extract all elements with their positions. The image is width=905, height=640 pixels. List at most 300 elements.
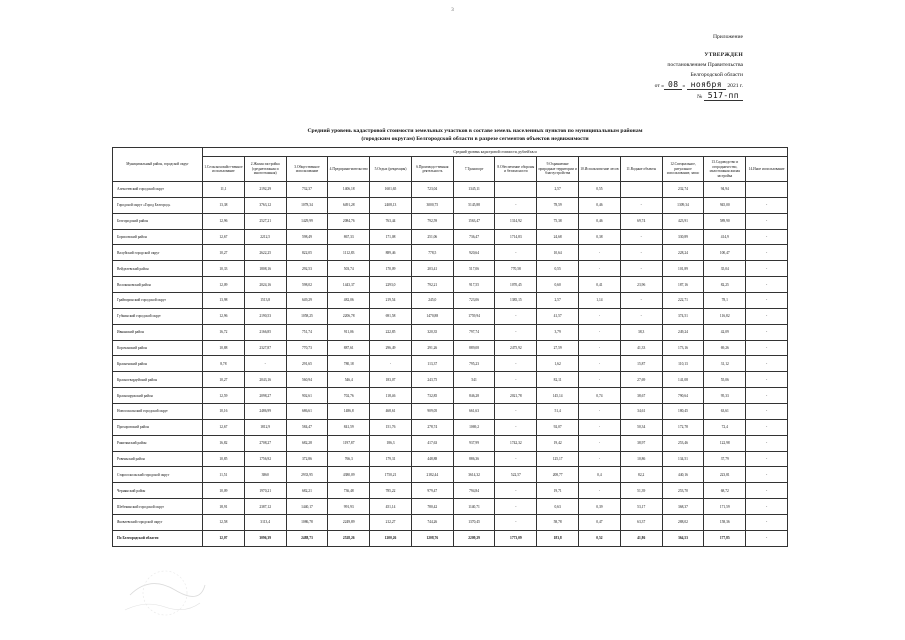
approval-day: 08 <box>664 80 682 90</box>
value-cell: 723,06 <box>453 293 495 309</box>
value-cell: 1759,94 <box>453 308 495 324</box>
value-cell: - <box>746 515 788 531</box>
value-cell: 50,34 <box>620 419 662 435</box>
value-cell: 1773,09 <box>495 530 537 546</box>
table-row <box>113 419 788 435</box>
value-cell: 846,28 <box>453 388 495 404</box>
value-cell: - <box>495 451 537 467</box>
value-cell: - <box>579 483 621 499</box>
value-cell: 3000,75 <box>411 197 453 213</box>
value-cell <box>495 182 537 198</box>
value-cell: 1140,71 <box>453 499 495 515</box>
value-cell: 10,27 <box>203 245 245 261</box>
value-cell: 886,36 <box>453 451 495 467</box>
value-cell: 171,59 <box>704 499 746 515</box>
number-prefix: № <box>696 94 703 100</box>
value-cell: - <box>746 372 788 388</box>
super-header: Средний уровень кадастровой стоимости, рублей/кв.м <box>203 148 788 157</box>
table-row <box>113 245 788 261</box>
value-cell: 889,46 <box>370 245 412 261</box>
value-cell: - <box>746 293 788 309</box>
value-cell: 0,4 <box>579 467 621 483</box>
value-cell: 2,57 <box>537 293 579 309</box>
title-line-1: Средний уровень кадастровой стоимости земельных участков в составе земель населенных пунктов по муниципальным районам <box>307 128 643 134</box>
value-cell: 372,86 <box>286 451 328 467</box>
value-cell: 18,91 <box>203 499 245 515</box>
value-cell: 3113,4 <box>244 515 286 531</box>
value-cell: - <box>579 356 621 372</box>
value-cell: 780,42 <box>411 499 453 515</box>
column-header-row <box>113 157 788 182</box>
value-cell: 10,64 <box>537 245 579 261</box>
value-cell: 2190,53 <box>244 308 286 324</box>
table-row <box>113 340 788 356</box>
value-cell: 2084,76 <box>328 213 370 229</box>
value-cell: 78,59 <box>537 197 579 213</box>
value-cell: 82,11 <box>537 372 579 388</box>
value-cell: 1443,37 <box>328 277 370 293</box>
value-cell: 10,85 <box>203 451 245 467</box>
value-cell: - <box>746 277 788 293</box>
value-cell: 1970,21 <box>244 483 286 499</box>
district-name-cell: Шебекинский городской округ <box>113 499 203 515</box>
column-header: 2.Жилая застройка (среднеэтажная и многоэтажная) <box>244 157 286 182</box>
value-cell: 2933,95 <box>286 467 328 483</box>
value-cell: 19,71 <box>537 483 579 499</box>
value-cell: 296,49 <box>370 340 412 356</box>
district-name-cell: Прохоровский район <box>113 419 203 435</box>
value-cell: 10,86 <box>620 451 662 467</box>
value-cell: - <box>746 404 788 420</box>
value-cell: 598,49 <box>286 229 328 245</box>
value-cell: 12,59 <box>203 388 245 404</box>
value-cell: 212,27 <box>370 515 412 531</box>
value-cell: 249,24 <box>662 324 704 340</box>
district-name-cell: Корочанский район <box>113 340 203 356</box>
value-cell <box>620 182 662 198</box>
value-cell: 1808,16 <box>244 261 286 277</box>
value-cell: 24,68 <box>537 229 579 245</box>
value-cell: 790,64 <box>662 388 704 404</box>
value-cell: 517,06 <box>453 261 495 277</box>
table-row <box>113 261 788 277</box>
value-cell: 330,89 <box>662 229 704 245</box>
value-cell: 887,61 <box>328 340 370 356</box>
value-cell: - <box>495 308 537 324</box>
date-mid: » <box>682 83 686 89</box>
document-title <box>240 127 710 143</box>
value-cell: - <box>495 483 537 499</box>
value-cell: 12,67 <box>203 229 245 245</box>
value-cell: 141,08 <box>662 372 704 388</box>
value-cell: 937,99 <box>453 435 495 451</box>
value-cell: 2408,13 <box>370 197 412 213</box>
value-cell: 744,26 <box>411 515 453 531</box>
value-cell: 203,41 <box>411 261 453 277</box>
value-cell: 11,51 <box>203 467 245 483</box>
value-cell: 1208,76 <box>411 530 453 546</box>
district-name-cell: Ракитянский район <box>113 435 203 451</box>
value-cell: 82,25 <box>704 277 746 293</box>
value-cell: 320,35 <box>411 324 453 340</box>
value-cell: 122,98 <box>704 435 746 451</box>
table-row <box>113 499 788 515</box>
column-header: 9.Охраняемые природные территории и благоустройства <box>537 157 579 182</box>
value-cell: 682,21 <box>286 483 328 499</box>
value-cell: - <box>746 197 788 213</box>
value-cell: 1058,25 <box>286 308 328 324</box>
value-cell: - <box>244 356 286 372</box>
value-cell: 278,74 <box>411 419 453 435</box>
value-cell: - <box>495 372 537 388</box>
value-cell: 173,16 <box>662 340 704 356</box>
value-cell: - <box>620 293 662 309</box>
value-cell: 27,59 <box>537 340 579 356</box>
district-name-cell: Вейделевский район <box>113 261 203 277</box>
title-line-2: (городским округам) Белгородской области в разрезе сегментов объектов недвижимости <box>361 136 589 142</box>
value-cell: 2043,16 <box>244 372 286 388</box>
value-cell: 31,12 <box>704 356 746 372</box>
table-row <box>113 356 788 372</box>
value-cell: 3096,39 <box>244 530 286 546</box>
value-cell: - <box>495 324 537 340</box>
value-cell: 12,58 <box>203 515 245 531</box>
value-cell: 41,33 <box>620 340 662 356</box>
value-cell: 822,05 <box>286 245 328 261</box>
value-cell: 920,64 <box>453 245 495 261</box>
value-cell: 1406,18 <box>328 182 370 198</box>
value-cell: 145,14 <box>537 388 579 404</box>
value-cell: - <box>746 340 788 356</box>
value-cell: - <box>746 467 788 483</box>
value-cell: 2206,78 <box>328 308 370 324</box>
value-cell: 12,96 <box>203 308 245 324</box>
value-cell: 10,09 <box>203 483 245 499</box>
value-cell: 546,4 <box>328 372 370 388</box>
value-cell: 0,74 <box>579 388 621 404</box>
value-cell: 27,69 <box>620 372 662 388</box>
table-row <box>113 182 788 198</box>
value-cell: 37,79 <box>704 451 746 467</box>
value-cell: 522,57 <box>495 467 537 483</box>
decree-number: 517-пп <box>704 91 743 101</box>
value-cell: 0,47 <box>579 515 621 531</box>
value-cell: - <box>746 245 788 261</box>
value-cell: 116,82 <box>704 308 746 324</box>
column-header: 14.Иное использование <box>746 157 788 182</box>
value-cell: 1601,65 <box>370 182 412 198</box>
district-name-cell: По Белгородской области <box>113 530 203 546</box>
value-cell: 1563,47 <box>453 213 495 229</box>
value-cell: 2098,27 <box>244 388 286 404</box>
value-cell: 232,74 <box>662 182 704 198</box>
district-name-cell: Новооскольский городской округ <box>113 404 203 420</box>
value-cell: 763,44 <box>370 213 412 229</box>
value-cell: - <box>579 451 621 467</box>
value-cell: 0,55 <box>579 182 621 198</box>
value-cell: 682,28 <box>286 435 328 451</box>
district-name-cell: Валуйский городской округ <box>113 245 203 261</box>
value-cell: 42,09 <box>704 324 746 340</box>
value-cell: 1385,15 <box>495 293 537 309</box>
value-cell: 374,51 <box>662 308 704 324</box>
district-name-cell: Борисовский район <box>113 229 203 245</box>
value-cell: 100,47 <box>704 245 746 261</box>
value-cell: 38,3 <box>620 324 662 340</box>
value-cell: 945,00 <box>704 197 746 213</box>
value-cell: 2192,29 <box>244 182 286 198</box>
column-header: 13.Садоводство и огородничество, малоэтажная жилая застройка <box>704 157 746 182</box>
stamp-mark <box>120 555 210 625</box>
cadastral-value-table <box>112 147 788 547</box>
value-cell: 423,91 <box>662 213 704 229</box>
table-row <box>113 451 788 467</box>
value-cell: 41,57 <box>537 308 579 324</box>
value-cell: 3,79 <box>537 324 579 340</box>
value-cell: 8,78 <box>203 356 245 372</box>
value-cell: 19,42 <box>537 435 579 451</box>
value-cell: 38,67 <box>620 388 662 404</box>
value-cell: 902,61 <box>286 388 328 404</box>
value-cell: 68,72 <box>704 483 746 499</box>
value-cell: 245,0 <box>411 293 453 309</box>
value-cell: 2249,89 <box>328 515 370 531</box>
value-cell: 0,60 <box>537 277 579 293</box>
value-cell: 6491,28 <box>328 197 370 213</box>
value-cell: 69,26 <box>704 340 746 356</box>
value-cell: 101,89 <box>662 261 704 277</box>
value-cell: 2708,27 <box>244 435 286 451</box>
value-cell: 482,06 <box>328 293 370 309</box>
table-row <box>113 467 788 483</box>
table-row <box>113 404 788 420</box>
value-cell: 72,4 <box>704 419 746 435</box>
value-cell: 598,02 <box>286 277 328 293</box>
value-cell: - <box>579 340 621 356</box>
region-line: Белгородской области <box>690 72 743 78</box>
value-cell: 53,17 <box>620 499 662 515</box>
value-cell: 183,8 <box>537 530 579 546</box>
value-cell: 158,36 <box>704 515 746 531</box>
value-cell: 541 <box>453 372 495 388</box>
value-cell: 792,59 <box>411 213 453 229</box>
value-cell: - <box>579 419 621 435</box>
value-cell: - <box>579 435 621 451</box>
column-header: 10.Использова-ние лесов <box>579 157 621 182</box>
value-cell: 1197,87 <box>328 435 370 451</box>
value-cell: 584,47 <box>286 419 328 435</box>
district-name-cell: Красногвардейский район <box>113 372 203 388</box>
value-cell <box>746 182 788 198</box>
value-cell: 2209,29 <box>453 530 495 546</box>
value-cell: 917,55 <box>453 277 495 293</box>
value-cell: 1200,26 <box>370 530 412 546</box>
value-cell: 5145,88 <box>453 197 495 213</box>
value-cell: 34,61 <box>620 404 662 420</box>
cadastral-value-table-wrapper <box>112 147 788 547</box>
table-row <box>113 229 788 245</box>
value-cell: 253,70 <box>662 483 704 499</box>
value-cell: 179,31 <box>370 451 412 467</box>
value-cell: 468,61 <box>370 404 412 420</box>
value-cell: 58,78 <box>537 515 579 531</box>
value-cell: 1,62 <box>537 356 579 372</box>
value-cell: 911,06 <box>328 324 370 340</box>
date-prefix: от « <box>654 83 664 89</box>
value-cell: - <box>620 261 662 277</box>
value-cell: 16,72 <box>203 324 245 340</box>
value-cell: 180,45 <box>662 404 704 420</box>
value-cell: 1086,78 <box>286 515 328 531</box>
value-cell: 291,65 <box>286 356 328 372</box>
value-cell: 770,58 <box>495 261 537 277</box>
value-cell: - <box>495 499 537 515</box>
value-cell: 219,54 <box>370 293 412 309</box>
value-cell: - <box>495 515 537 531</box>
district-name-cell: Старооскольский городской округ <box>113 467 203 483</box>
value-cell: 10,27 <box>203 372 245 388</box>
corner-header: Муниципальный район, городской округ <box>113 148 203 182</box>
column-header: 5.Отдых (рекреация) <box>370 157 412 182</box>
value-cell: 979,47 <box>411 483 453 499</box>
value-cell: 503,74 <box>328 261 370 277</box>
value-cell: 736,47 <box>453 229 495 245</box>
value-cell: 0,39 <box>579 499 621 515</box>
value-cell: 243,75 <box>411 372 453 388</box>
value-cell: 448,88 <box>411 451 453 467</box>
value-cell: 95,33 <box>704 388 746 404</box>
value-cell: 0,46 <box>579 213 621 229</box>
value-cell: 1513,8 <box>244 293 286 309</box>
value-cell: - <box>579 245 621 261</box>
value-cell: 780,18 <box>328 356 370 372</box>
value-cell: 1345,11 <box>453 182 495 198</box>
page-number: 3 <box>451 8 454 13</box>
value-cell: 1812,9 <box>244 419 286 435</box>
value-cell: 1742,32 <box>495 435 537 451</box>
approval-month: ноября <box>687 80 726 90</box>
value-cell: 10,88 <box>203 340 245 356</box>
value-cell: - <box>746 261 788 277</box>
value-cell: 440,16 <box>662 467 704 483</box>
value-cell: - <box>620 245 662 261</box>
value-cell: 291,26 <box>411 340 453 356</box>
district-name-cell: Ровеньский район <box>113 451 203 467</box>
approval-block <box>593 32 743 102</box>
value-cell: 0,63 <box>537 499 579 515</box>
value-cell: 63,61 <box>704 404 746 420</box>
value-cell: 41,86 <box>620 530 662 546</box>
value-cell: 82,2 <box>620 467 662 483</box>
value-cell: 35,04 <box>704 261 746 277</box>
value-cell: 766,3 <box>328 451 370 467</box>
table-row <box>113 277 788 293</box>
value-cell: 94,94 <box>704 182 746 198</box>
value-cell: 125,17 <box>537 451 579 467</box>
value-cell: 177,85 <box>704 530 746 546</box>
approved-by-line: постановлением Правительства <box>667 62 743 68</box>
column-header: 3.Общественное использование <box>286 157 328 182</box>
value-cell: 2212,5 <box>244 229 286 245</box>
table-row <box>113 213 788 229</box>
value-cell: 0,46 <box>579 197 621 213</box>
table-row <box>113 197 788 213</box>
value-cell: 55,06 <box>704 372 746 388</box>
value-cell: 702,76 <box>328 388 370 404</box>
value-cell: 686,61 <box>286 404 328 420</box>
value-cell: - <box>746 499 788 515</box>
value-cell: 368,37 <box>662 499 704 515</box>
value-cell: 2021,78 <box>495 388 537 404</box>
value-cell: - <box>495 245 537 261</box>
value-cell: - <box>579 324 621 340</box>
value-cell: 222,71 <box>662 293 704 309</box>
column-header: 7.Транспорт <box>453 157 495 182</box>
value-cell: 78,1 <box>704 293 746 309</box>
value-cell: 909,05 <box>411 404 453 420</box>
value-cell: 841,59 <box>328 419 370 435</box>
value-cell: 1429,99 <box>286 213 328 229</box>
value-cell: 134,51 <box>662 451 704 467</box>
column-header: 8.Обеспечение обороны и безопасности <box>495 157 537 182</box>
value-cell: 113,37 <box>411 356 453 372</box>
district-name-cell: Алексеевский городской округ <box>113 182 203 198</box>
table-body <box>113 182 788 547</box>
value-cell: 1370,45 <box>453 515 495 531</box>
value-cell: 2293,0 <box>370 277 412 293</box>
value-cell: 2327,87 <box>244 340 286 356</box>
value-cell: 288,02 <box>662 515 704 531</box>
value-cell: 991,93 <box>328 499 370 515</box>
table-row <box>113 483 788 499</box>
value-cell: - <box>495 419 537 435</box>
value-cell: 170,09 <box>370 261 412 277</box>
value-cell: 589,90 <box>704 213 746 229</box>
value-cell: - <box>746 530 788 546</box>
value-cell: 889,08 <box>453 340 495 356</box>
column-header: 6.Производст-венная деятельность <box>411 157 453 182</box>
district-name-cell: Краснояружский район <box>113 388 203 404</box>
value-cell: - <box>579 372 621 388</box>
value-cell: - <box>370 356 412 372</box>
value-cell: 151,76 <box>370 419 412 435</box>
value-cell: - <box>746 213 788 229</box>
value-cell: 292,53 <box>286 261 328 277</box>
table-row <box>113 435 788 451</box>
value-cell: - <box>495 197 537 213</box>
value-cell: 2024,16 <box>244 277 286 293</box>
value-cell: 12,07 <box>203 530 245 546</box>
value-cell: 10,16 <box>203 404 245 420</box>
value-cell: - <box>495 404 537 420</box>
value-cell: 51,39 <box>620 483 662 499</box>
value-cell: 736,48 <box>328 483 370 499</box>
value-cell: 12,96 <box>203 213 245 229</box>
value-cell: 2527,21 <box>244 213 286 229</box>
value-cell: 23,96 <box>620 277 662 293</box>
value-cell: 1070,45 <box>495 277 537 293</box>
approval-number <box>593 91 743 102</box>
value-cell: 251,06 <box>411 229 453 245</box>
value-cell: 2488,73 <box>286 530 328 546</box>
approval-year: 2021 г. <box>727 83 743 89</box>
value-cell: 691,58 <box>370 308 412 324</box>
value-cell: 1314,92 <box>495 213 537 229</box>
column-header: 1.Сельскохозяйст-венное использование <box>203 157 245 182</box>
appendix-label: Приложение <box>712 34 743 40</box>
value-cell: - <box>620 197 662 213</box>
value-cell: 785,22 <box>370 483 412 499</box>
